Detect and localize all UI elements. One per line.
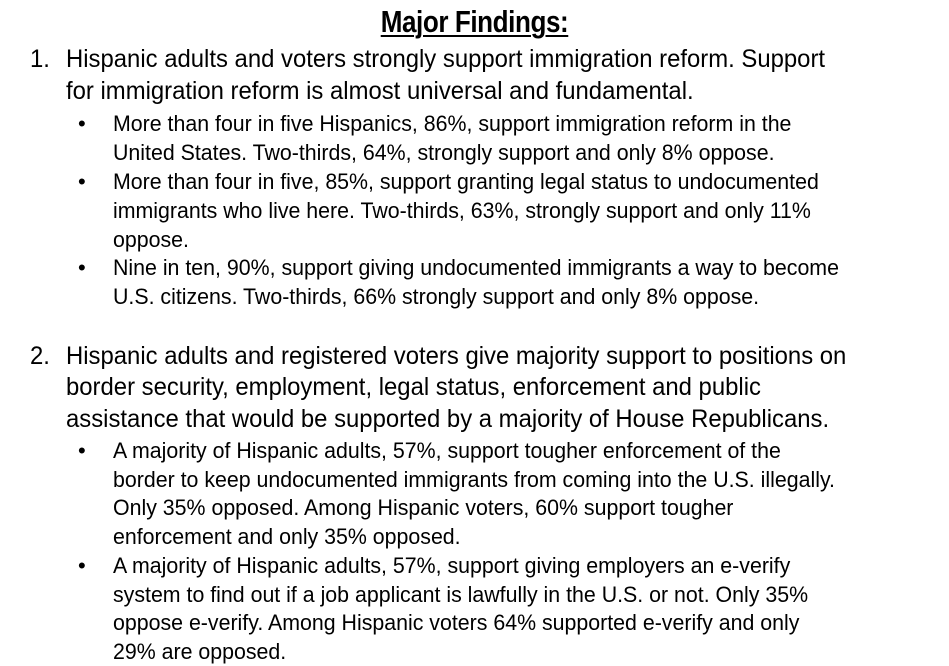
finding-1-bullet-3-line-1: Nine in ten, 90%, support giving undocumented immigrants a way to become [113, 255, 839, 280]
finding-1-bullet-2-line-3: oppose. [113, 227, 189, 252]
finding-1-heading-line-1: Hispanic adults and voters strongly support immigration reform. Support [66, 45, 826, 73]
finding-2-heading-line-2: border security, employment, legal status, enforcement and public [66, 373, 761, 401]
finding-2-bullet-2-line-1: A majority of Hispanic adults, 57%, support giving employers an e-verify [113, 553, 791, 578]
finding-2-heading-line-1: Hispanic adults and registered voters give majority support to positions on [66, 342, 847, 370]
finding-2-bullet-2-line-4: 29% are opposed. [113, 639, 287, 664]
bullet-icon: • [78, 438, 86, 463]
finding-1-number: 1. [30, 45, 50, 73]
finding-2-bullet-1-line-3: Only 35% opposed. Among Hispanic voters, 60% support tougher [113, 495, 734, 520]
finding-2-heading-line-3: assistance that would be supported by a majority of House Republicans. [66, 405, 830, 433]
finding-2-bullet-2-line-3: oppose e-verify. Among Hispanic voters 64% supported e-verify and only [113, 610, 800, 635]
bullet-icon: • [78, 255, 86, 280]
bullet-icon: • [78, 169, 86, 194]
page-title: Major Findings: [380, 4, 569, 39]
finding-2-number: 2. [30, 342, 50, 370]
finding-2-bullet-1-line-2: border to keep undocumented immigrants from coming into the U.S. illegally. [113, 467, 835, 492]
finding-1-bullet-2-line-2: immigrants who live here. Two-thirds, 63%, strongly support and only 11% [113, 198, 811, 223]
bullet-icon: • [78, 111, 86, 136]
finding-1-bullet-3-line-2: U.S. citizens. Two-thirds, 66% strongly support and only 8% oppose. [113, 284, 760, 309]
finding-2-bullet-1-line-4: enforcement and only 35% opposed. [113, 524, 461, 549]
finding-1-heading-line-2: for immigration reform is almost universal and fundamental. [66, 77, 694, 105]
bullet-icon: • [78, 553, 86, 578]
finding-1-bullet-1-line-1: More than four in five Hispanics, 86%, support immigration reform in the [113, 111, 792, 136]
finding-2-bullet-2-line-2: system to find out if a job applicant is lawfully in the U.S. or not. Only 35% [113, 582, 809, 607]
finding-1-bullet-2-line-1: More than four in five, 85%, support granting legal status to undocumented [113, 169, 819, 194]
finding-2-bullet-1-line-1: A majority of Hispanic adults, 57%, support tougher enforcement of the [113, 438, 781, 463]
finding-1-bullet-1-line-2: United States. Two-thirds, 64%, strongly support and only 8% oppose. [113, 140, 775, 165]
